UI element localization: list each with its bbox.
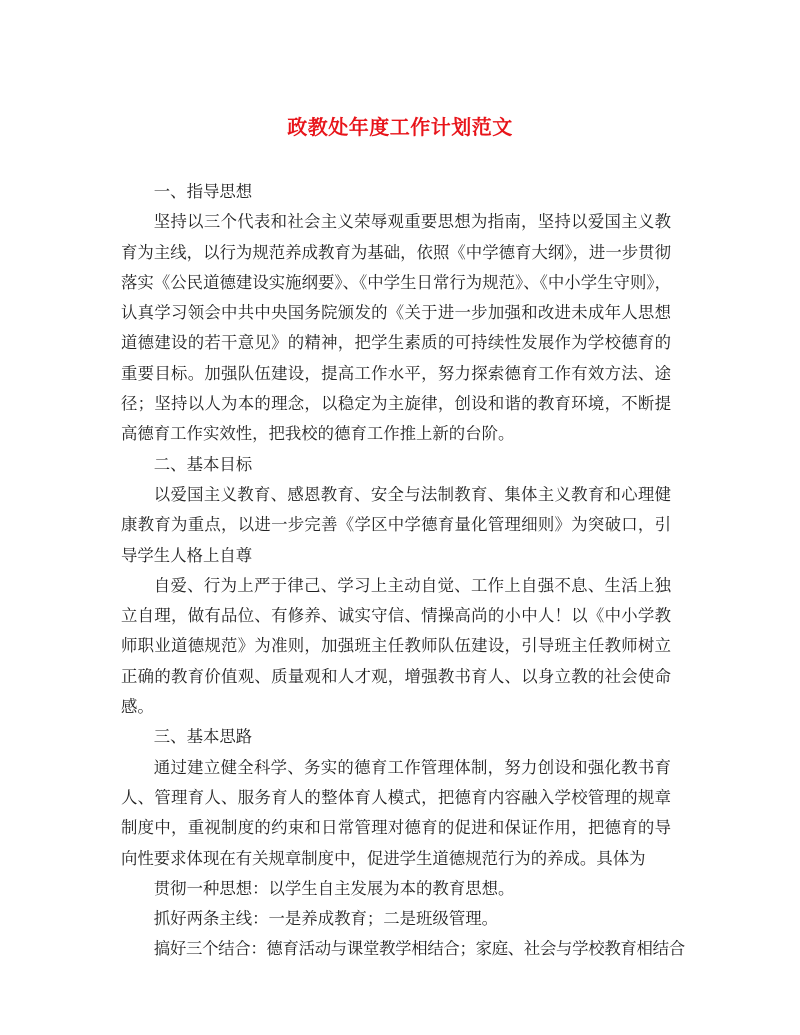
paragraph-three-combinations: 搞好三个结合：德育活动与课堂教学相结合；家庭、社会与学校教育相结合 xyxy=(153,939,685,959)
section-heading-guiding-thought: 一、指导思想 xyxy=(153,182,253,201)
paragraph-basic-approach: 通过建立健全科学、务实的德育工作管理体制，努力创设和强化教书育人、管理育人、服务育人的整体育人模式，把德育内容融入学校管理的规章制度中，重视制度的约束和日常管理对德育的促进和保证作用，把德育的导向性要求体现在有关规章制度中，促进学生道德规范行为的养成。具体为 xyxy=(121,757,671,868)
paragraph-basic-goals-1: 以爱国主义教育、感恩教育、安全与法制教育、集体主义教育和心理健康教育为重点，以进一步完善《学区中学德育量化管理细则》为突破口，引导学生人格上自尊 xyxy=(121,484,671,565)
paragraph-one-thought: 贯彻一种思想：以学生自主发展为本的教育思想。 xyxy=(153,878,515,898)
document-title: 政教处年度工作计划范文 xyxy=(287,115,513,139)
paragraph-two-main-lines: 抓好两条主线：一是养成教育；二是班级管理。 xyxy=(153,909,498,929)
section-heading-basic-goals: 二、基本目标 xyxy=(153,454,253,474)
section-heading-basic-approach: 三、基本思路 xyxy=(153,727,253,747)
paragraph-guiding-thought: 坚持以三个代表和社会主义荣辱观重要思想为指南，坚持以爱国主义教育为主线，以行为规范养成教育为基础，依照《中学德育大纲》，进一步贯彻落实《公民道德建设实施纲要》、《中学生日常行为规范》、《中小学生守则》，认真学习领会中共中央国务院颁发的《关于进一步加强和改进未成年人思想道德建设的若干意见》的精神，把学生素质的可持续性发展作为学校德育的重要目标。加强队伍建设，提高工作水平，努力探索德育工作有效方法、途径；坚持以人为本的理念，以稳定为主旋律，创设和谐的教育环境，不断提高德育工作实效性，把我校的德育工作推上新的台阶。 xyxy=(121,212,671,444)
paragraph-basic-goals-2: 自爱、行为上严于律己、学习上主动自觉、工作上自强不息、生活上独立自理，做有品位、有修养、诚实守信、情操高尚的小中人！以《中小学教师职业道德规范》为准则，加强班主任教师队伍建设，引导班主任教师树立正确的教育价值观、质量观和人才观，增强教书育人、以身立教的社会使命感。 xyxy=(121,575,671,717)
document-body xyxy=(121,177,685,965)
